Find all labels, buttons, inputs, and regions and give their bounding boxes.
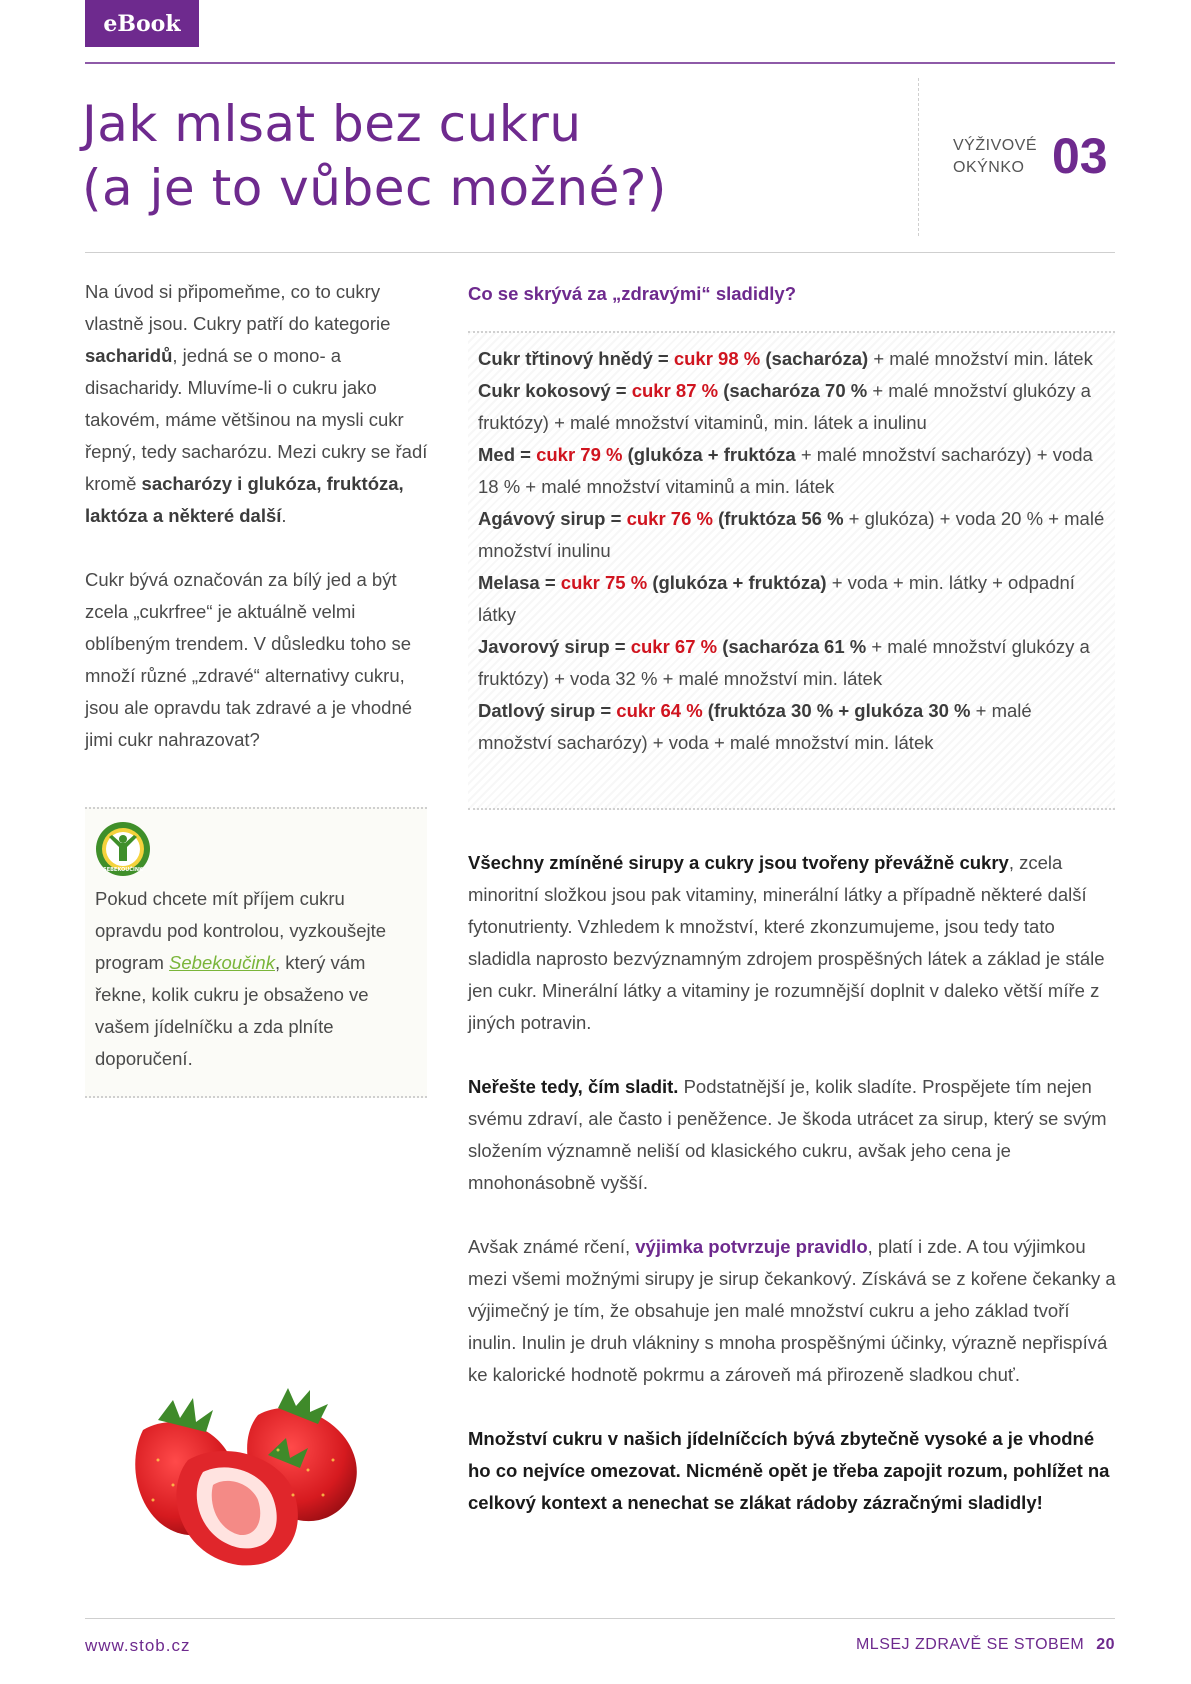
text-run: + malé množství sacharózy) + voda 18 % + malé množství vitaminů a min. látek xyxy=(478,444,1093,497)
sweeteners-list xyxy=(478,343,1108,759)
section-label-line-2: OKÝNKO xyxy=(953,159,1025,176)
text-run: + glukóza) + voda 20 % + malé množství inulinu xyxy=(478,508,1105,561)
page-number: 20 xyxy=(1096,1636,1115,1653)
text-run: cukr 67 % xyxy=(630,636,718,657)
text-run: (sacharóza) xyxy=(760,348,869,369)
text-run: Všechny zmíněné sirupy a cukry jsou tvořeny převážně cukry xyxy=(468,852,1009,873)
text-run: + malé množství glukózy a fruktózy) + malé množství vitaminů, min. látek a inulinu xyxy=(478,380,1091,433)
text-run: + malé množství glukózy a fruktózy) + voda 32 % + malé množství min. látek xyxy=(478,636,1090,689)
text-run: Cukr třtinový hnědý = xyxy=(478,348,674,369)
title-divider xyxy=(85,252,1115,253)
text-run: Množství cukru v našich jídelníčcích bývá zbytečně vysoké a je vhodné ho co nejvíce omezovat. Nicméně opět je třeba zapojit rozum, pohlížet na celkový kontext a nenechat se zlákat rádoby zázračnými sladidly! xyxy=(468,1428,1110,1513)
intro-paragraph xyxy=(85,276,435,532)
text-run: cukr 64 % xyxy=(616,700,703,721)
footer-divider xyxy=(85,1618,1115,1619)
title-line-1: Jak mlsat bez cukru xyxy=(82,95,582,153)
text-run: sacharózy i glukóza, fruktóza, laktóza a některé další xyxy=(85,473,404,526)
sweetener-item xyxy=(478,631,1108,695)
text-run: (fruktóza 30 % + glukóza 30 % xyxy=(702,700,971,721)
text-run: Na úvod si připomeňme, co to cukry vlastně jsou. Cukry patří do kategorie xyxy=(85,281,391,334)
text-run: cukr 76 % xyxy=(626,508,713,529)
sebekoucink-link[interactable]: Sebekoučink xyxy=(169,952,275,973)
text-run: (glukóza + fruktóza xyxy=(622,444,796,465)
text-run: Avšak známé rčení, xyxy=(468,1236,636,1257)
sweeteners-box xyxy=(468,331,1115,810)
text-run: Podstatnější je, kolik sladíte. Prospějete tím nejen svému zdraví, ale často i peněžence. Je škoda utrácet za sirup, který se svým složením významně neliší od klasického cukru, avšak jeho cena je mnohonásobně vyšší. xyxy=(468,1076,1107,1193)
sweetener-item xyxy=(478,567,1108,631)
text-run: (sacharóza 70 % xyxy=(718,380,868,401)
exception-paragraph xyxy=(468,1231,1118,1391)
sweetener-item xyxy=(478,439,1108,503)
right-column xyxy=(468,847,1118,1519)
strawberries-image xyxy=(118,1360,378,1570)
summary-paragraph xyxy=(468,847,1118,1039)
conclusion-paragraph xyxy=(468,1423,1118,1519)
text-run: + malé množství min. látek xyxy=(868,348,1093,369)
title-line-2: (a je to vůbec možné?) xyxy=(82,159,667,217)
text-run: výjimka potvrzuje pravidlo xyxy=(635,1236,868,1257)
text-run: Neřešte tedy, čím sladit. xyxy=(468,1076,679,1097)
section-number: 03 xyxy=(1052,128,1108,184)
sebekoucink-logo-icon xyxy=(95,821,151,877)
text-run: Cukr kokosový = xyxy=(478,380,632,401)
advice-paragraph xyxy=(468,1071,1118,1199)
sweetener-item xyxy=(478,503,1108,567)
text-run: + malé množství sacharózy) + voda + malé množství min. látek xyxy=(478,700,1032,753)
text-run: (sacharóza 61 % xyxy=(717,636,867,657)
tip-text-before: Pokud chcete mít příjem cukru opravdu pod kontrolou, vyzkoušejte program xyxy=(95,888,387,973)
text-run: , platí i zde. A tou výjimkou mezi všemi možnými sirupy je sirup čekankový. Získává se z kořene čekanky a výjimečný je tím, že obsahuje jen malé množství cukru a jeho základ tvoří inulin. Inulin je druh vlákniny s mnoha prospěšnými účinky, výrazně nepřispívá ke kalorické hodnotě pokrmu a zároveň má přirozeně sladkou chuť. xyxy=(468,1236,1116,1385)
text-run: (glukóza + fruktóza) xyxy=(647,572,827,593)
text-run: cukr 98 % xyxy=(673,348,761,369)
sweeteners-heading: Co se skrývá za „zdravými“ sladidly? xyxy=(468,283,797,304)
section-label-line-1: VÝŽIVOVÉ xyxy=(953,137,1038,154)
text-run: cukr 75 % xyxy=(560,572,648,593)
text-run: sacharidů xyxy=(85,345,173,366)
text-run: Med = xyxy=(478,444,537,465)
sweetener-item xyxy=(478,375,1108,439)
footer-series xyxy=(856,1636,1115,1654)
text-run: , zcela minoritní složkou jsou pak vitaminy, minerální látky a případně některé další fytonutrienty. Vzhledem k množství, které zkonzumujeme, jsou tedy tato sladidla naprosto bezvýznamným zdrojem prospěšných látek a základ je stále jen cukr. Minerální látky a vitaminy je rozumnější doplnit v daleko větší míře z jiných potravin. xyxy=(468,852,1105,1033)
tip-text-after: , který vám řekne, kolik cukru je obsaženo ve vašem jídelníčku a zda plníte doporučení. xyxy=(95,952,369,1069)
series-name: MLSEJ ZDRAVĚ SE STOBEM xyxy=(855,1636,1085,1653)
text-run: + voda + min. látky + odpadní látky xyxy=(478,572,1075,625)
text-run: cukr 79 % xyxy=(536,444,623,465)
website-link[interactable]: www.stob.cz xyxy=(85,1636,191,1655)
page-title xyxy=(82,92,912,220)
tip-box xyxy=(85,807,427,1098)
text-run: . xyxy=(281,505,287,526)
text-run: (fruktóza 56 % xyxy=(712,508,844,529)
header-divider xyxy=(85,62,1115,64)
tip-text xyxy=(95,883,415,1075)
sweetener-item xyxy=(478,695,1108,759)
left-column xyxy=(85,276,435,756)
text-run: , jedná se o mono- a disacharidy. Mluvíme-li o cukru jako takovém, máme většinou na mysli cukr řepný, tedy sacharózu. Mezi cukry se řadí kromě xyxy=(85,345,428,494)
text-run: Melasa = xyxy=(478,572,561,593)
ebook-badge: eBook xyxy=(85,0,199,47)
text-run: Javorový sirup = xyxy=(478,636,631,657)
header-vertical-divider xyxy=(918,78,919,236)
trend-paragraph: Cukr bývá označován za bílý jed a být zcela „cukrfree“ je aktuálně velmi oblíbeným trendem. V důsledku toho se množí různé „zdravé“ alternativy cukru, jsou ale opravdu tak zdravé a je vhodné jimi cukr nahrazovat? xyxy=(85,569,413,750)
section-label xyxy=(953,135,1037,179)
text-run: Datlový sirup = xyxy=(478,700,617,721)
sweetener-item xyxy=(478,343,1108,375)
text-run: Agávový sirup = xyxy=(478,508,627,529)
logo-text: SEBEKOUČINK xyxy=(103,867,143,873)
text-run: cukr 87 % xyxy=(631,380,719,401)
